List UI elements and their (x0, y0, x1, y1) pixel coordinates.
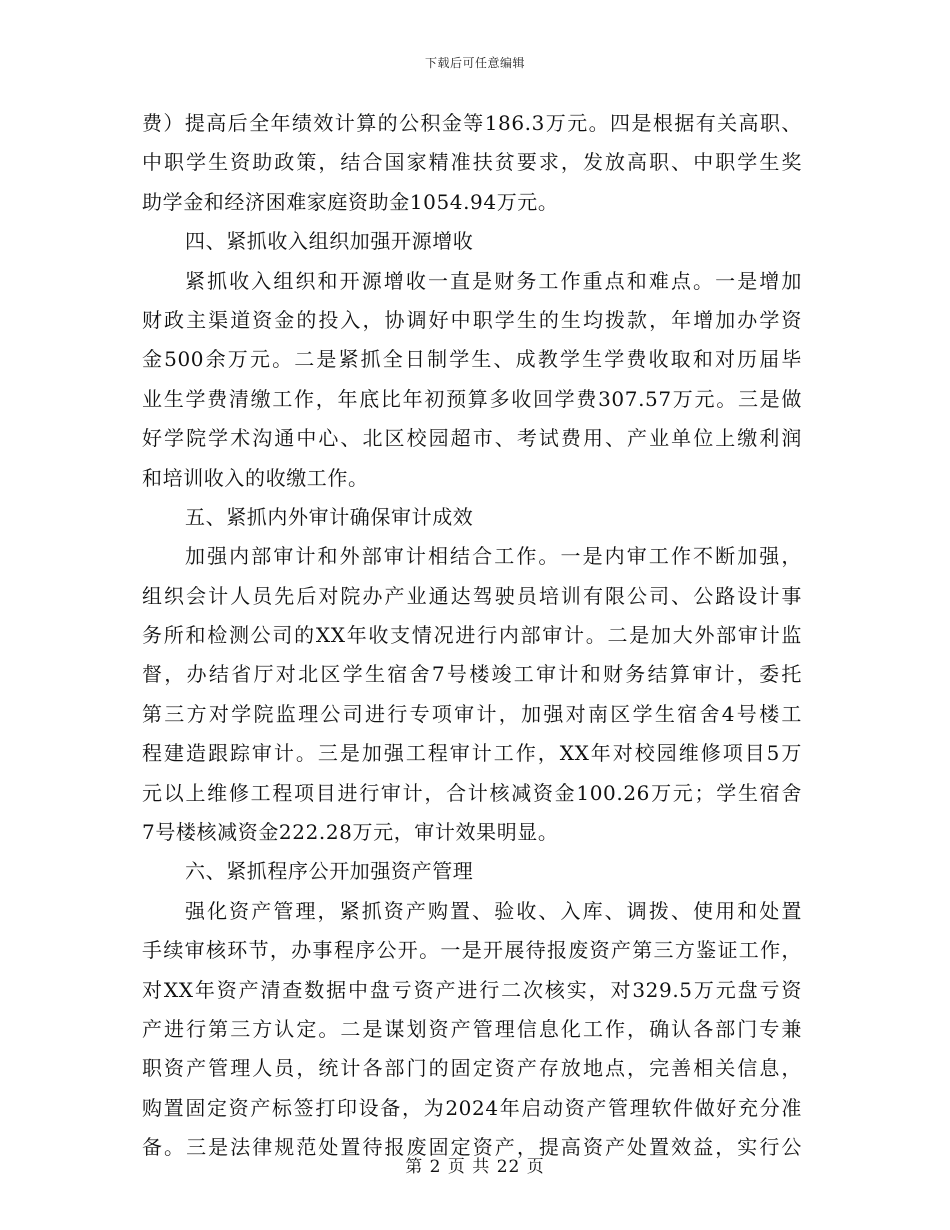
text-line: 务所和检测公司的XX年收支情况进行内部审计。二是加大外部审计监 (142, 623, 802, 648)
text-line: 业生学费清缴工作，年底比年初预算多收回学费307.57万元。三是做 (142, 386, 802, 411)
text-line: 五、紧抓内外审计确保审计成效 (185, 504, 474, 529)
text-line: 元以上维修工程项目进行审计，合计核减资金100.26万元；学生宿舍 (142, 780, 802, 805)
text-line: 六、紧抓程序公开加强资产管理 (185, 859, 474, 884)
text-line: 手续审核环节，办事程序公开。一是开展待报废资产第三方鉴证工作， (142, 938, 802, 963)
text-line: 对XX年资产清查数据中盘亏资产进行二次核实，对329.5万元盘亏资 (142, 977, 802, 1002)
text-line: 购置固定资产标签打印设备，为2024年启动资产管理软件做好充分准 (142, 1095, 802, 1120)
text-line: 助学金和经济困难家庭资助金1054.94万元。 (142, 189, 559, 214)
text-line: 强化资产管理，紧抓资产购置、验收、入库、调拨、使用和处置 (185, 898, 802, 923)
text-line: 紧抓收入组织和开源增收一直是财务工作重点和难点。一是增加 (185, 268, 802, 293)
page-number-footer: 第 2 页 共 22 页 (405, 1157, 545, 1177)
text-line: 好学院学术沟通中心、北区校园超市、考试费用、产业单位上缴利润 (142, 426, 802, 451)
text-line: 督，办结省厅对北区学生宿舍7号楼竣工审计和财务结算审计，委托 (142, 662, 802, 687)
text-line: 费）提高后全年绩效计算的公积金等186.3万元。四是根据有关高职、 (142, 111, 802, 135)
text-line: 金500余万元。二是紧抓全日制学生、成教学生学费收取和对历届毕 (142, 347, 802, 372)
text-line: 中职学生资助政策，结合国家精准扶贫要求，发放高职、中职学生奖 (142, 150, 802, 175)
text-line: 和培训收入的收缴工作。 (142, 465, 369, 490)
document-body (142, 104, 802, 1168)
text-line: 备。三是法律规范处置待报废固定资产，提高资产处置效益，实行公 (142, 1135, 802, 1160)
text-line: 组织会计人员先后对院办产业通达驾驶员培训有限公司、公路设计事 (142, 583, 802, 608)
text-line: 四、紧抓收入组织加强开源增收 (185, 229, 474, 254)
page-header-note: 下载后可任意编辑 (424, 56, 525, 70)
text-line: 财政主渠道资金的投入，协调好中职学生的生均拨款，年增加办学资 (142, 307, 802, 332)
text-line: 第三方对学院监理公司进行专项审计，加强对南区学生宿舍4号楼工 (142, 701, 802, 726)
text-line: 职资产管理人员，统计各部门的固定资产存放地点，完善相关信息， (142, 1056, 802, 1081)
text-line: 加强内部审计和外部审计相结合工作。一是内审工作不断加强， (185, 544, 802, 569)
text-line: 7号楼核减资金222.28万元，审计效果明显。 (142, 820, 559, 845)
text-line: 程建造跟踪审计。三是加强工程审计工作，XX年对校园维修项目5万 (142, 741, 802, 766)
text-line: 产进行第三方认定。二是谋划资产管理信息化工作，确认各部门专兼 (142, 1016, 802, 1041)
